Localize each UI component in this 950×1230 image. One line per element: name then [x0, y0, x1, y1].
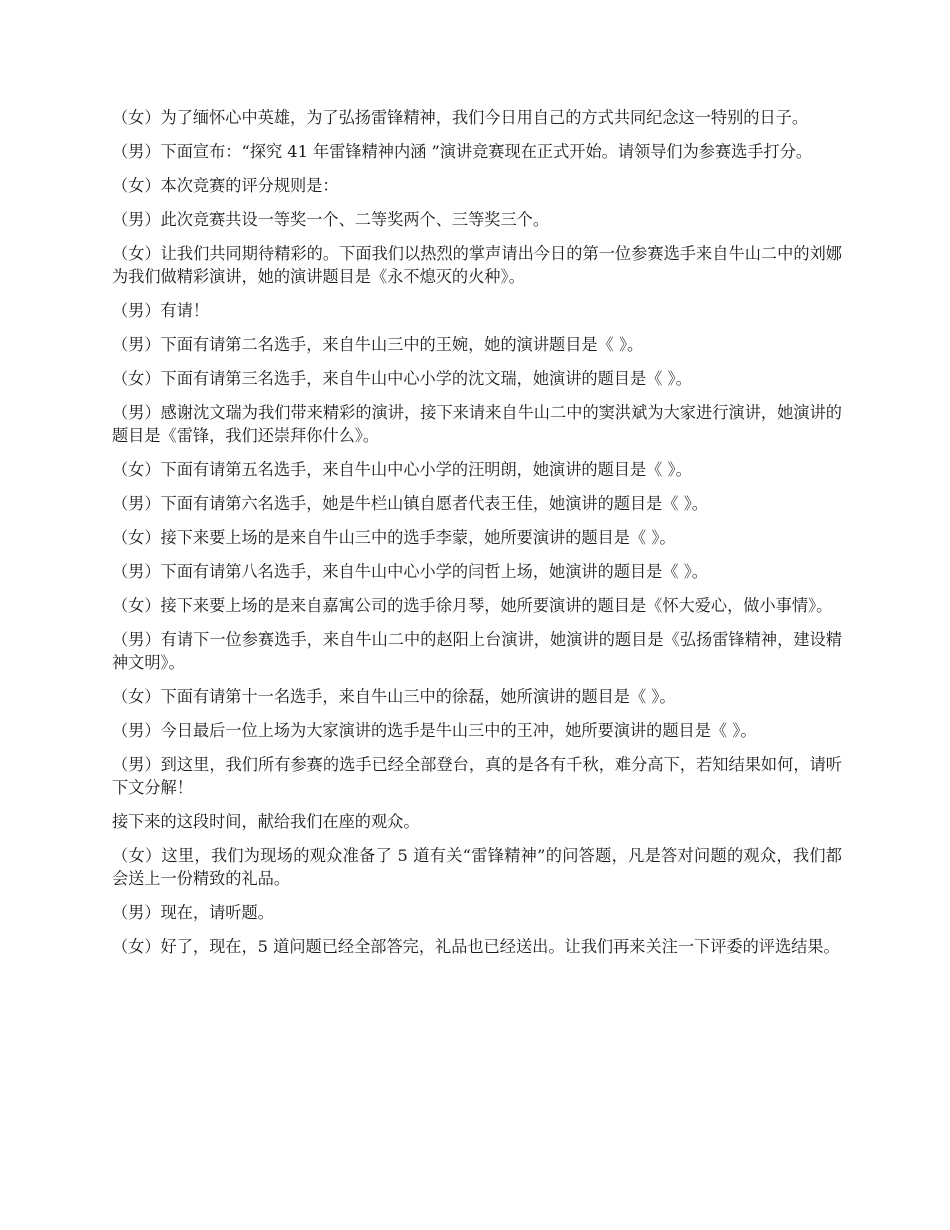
paragraph-8: （女）下面有请第三名选手，来自牛山中心小学的沈文瑞，她演讲的题目是《 》。 — [112, 369, 692, 388]
paragraph-21: （男）现在，请听题。 — [112, 903, 274, 922]
paragraph-22: （女）好了，现在，5 道问题已经全部答完，礼品也已经送出。让我们再来关注一下评委的评选结果。 — [112, 937, 840, 956]
paragraph-20: （女）这里，我们为现场的观众准备了 5 道有关“雷锋精神”的问答题，凡是答对问题的观众，我们都会送上一份精致的礼品。 — [112, 846, 842, 888]
paragraph-9: （男）感谢沈文瑞为我们带来精彩的演讲，接下来请来自牛山二中的窦洪斌为大家进行演讲，她演讲的题目是《雷锋，我们还崇拜你什么》。 — [112, 403, 842, 445]
paragraph-3: （女）本次竞赛的评分规则是： — [112, 176, 339, 195]
paragraph-18: （男）到这里，我们所有参赛的选手已经全部登台，真的是各有千秋，难分高下，若知结果如何，请听下文分解！ — [112, 755, 842, 797]
paragraph-11: （男）下面有请第六名选手，她是牛栏山镇自愿者代表王佳，她演讲的题目是《 》。 — [112, 494, 708, 513]
paragraph-4: （男）此次竞赛共设一等奖一个、二等奖两个、三等奖三个。 — [112, 210, 550, 229]
paragraph-6: （男）有请！ — [112, 301, 210, 320]
paragraph-2: （男）下面宣布：“探究 41 年雷锋精神内涵 ”演讲竞赛现在正式开始。请领导们为参赛选手打分。 — [112, 142, 813, 161]
paragraph-1: （女）为了缅怀心中英雄，为了弘扬雷锋精神，我们今日用自己的方式共同纪念这一特别的日子。 — [112, 108, 809, 127]
paragraph-15: （男）有请下一位参赛选手，来自牛山二中的赵阳上台演讲，她演讲的题目是《弘扬雷锋精神，建设精神文明》。 — [112, 630, 842, 672]
paragraph-10: （女）下面有请第五名选手，来自牛山中心小学的汪明朗，她演讲的题目是《 》。 — [112, 460, 692, 479]
paragraph-7: （男）下面有请第二名选手，来自牛山三中的王婉，她的演讲题目是《 》。 — [112, 335, 644, 354]
paragraph-17: （男）今日最后一位上场为大家演讲的选手是牛山三中的王冲，她所要演讲的题目是《 》。 — [112, 721, 757, 740]
paragraph-13: （男）下面有请第八名选手，来自牛山中心小学的闫哲上场，她演讲的题目是《 》。 — [112, 562, 708, 581]
document-page — [112, 106, 842, 969]
paragraph-12: （女）接下来要上场的是来自牛山三中的选手李蒙，她所要演讲的题目是《 》。 — [112, 528, 676, 547]
paragraph-5: （女）让我们共同期待精彩的。下面我们以热烈的掌声请出今日的第一位参赛选手来自牛山二中的刘娜为我们做精彩演讲，她的演讲题目是《永不熄灭的火种》。 — [112, 244, 842, 286]
paragraph-14: （女）接下来要上场的是来自嘉寓公司的选手徐月琴，她所要演讲的题目是《怀大爱心，做小事情》。 — [112, 596, 833, 615]
paragraph-19: 接下来的这段时间，献给我们在座的观众。 — [112, 812, 420, 831]
paragraph-16: （女）下面有请第十一名选手，来自牛山三中的徐磊，她所演讲的题目是《 》。 — [112, 687, 676, 706]
